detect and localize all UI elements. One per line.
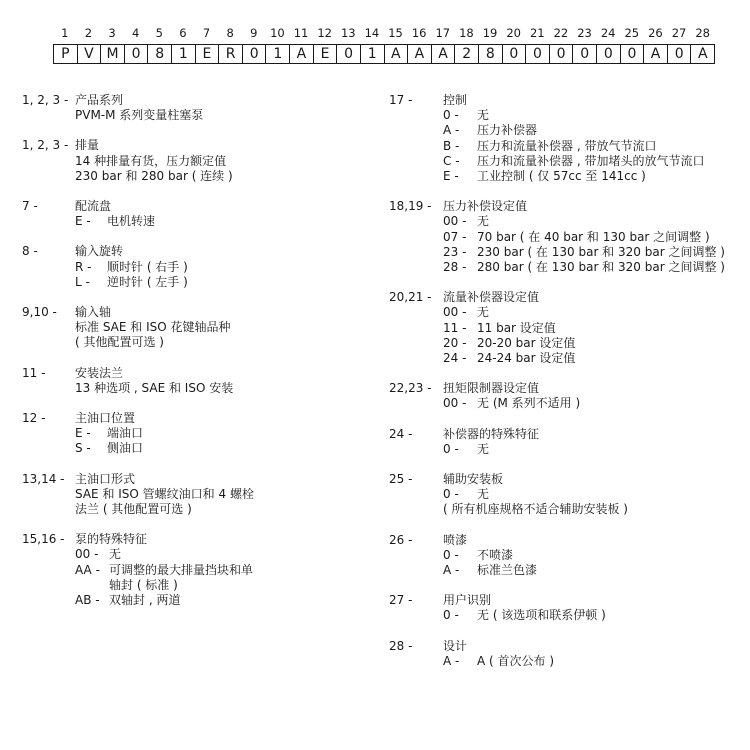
section-input-rotation bbox=[22, 244, 362, 290]
section-design bbox=[389, 639, 734, 669]
option-item bbox=[443, 442, 734, 457]
code-cell: 2 bbox=[455, 45, 479, 63]
option-desc: 20-20 bar 设定值 bbox=[477, 335, 576, 350]
position-number: 19 bbox=[482, 26, 498, 40]
option-code bbox=[75, 578, 109, 593]
option-item bbox=[443, 563, 734, 578]
option-item bbox=[443, 336, 734, 351]
position-label: 17 - bbox=[389, 93, 413, 107]
position-label: 9,10 - bbox=[22, 305, 57, 320]
option-code: C - bbox=[443, 153, 460, 168]
option-code: 07 - bbox=[443, 229, 467, 244]
option-code: E - bbox=[443, 169, 459, 184]
option-desc: 无 (M 系列不适用 ) bbox=[477, 396, 581, 411]
position-label: 24 - bbox=[389, 426, 413, 441]
position-label: 25 - bbox=[389, 472, 413, 487]
code-cell: E bbox=[314, 45, 338, 63]
section-text: 14 种排量有货，压力额定值 bbox=[75, 153, 227, 168]
section-text: ( 其他配置可选 ) bbox=[75, 335, 164, 350]
position-number: 18 bbox=[459, 26, 474, 40]
option-desc: 顺时针 ( 右手 ) bbox=[107, 259, 188, 274]
position-label: 18,19 - bbox=[389, 199, 432, 214]
option-desc: 轴封 ( 标准 ) bbox=[109, 577, 178, 592]
position-number: 17 bbox=[435, 26, 451, 40]
position-label: 22,23 - bbox=[389, 381, 432, 396]
position-number: 10 bbox=[270, 26, 285, 40]
option-item bbox=[443, 245, 734, 260]
code-cell: 0 bbox=[550, 45, 574, 63]
code-cell: 0 bbox=[243, 45, 267, 63]
option-desc: 24-24 bar 设定值 bbox=[477, 351, 576, 366]
option-desc: 电机转速 bbox=[107, 214, 156, 229]
option-item bbox=[75, 214, 362, 229]
option-item bbox=[443, 260, 734, 275]
section-input-shaft bbox=[22, 305, 362, 351]
section-text: 230 bar 和 280 bar ( 连续 ) bbox=[75, 168, 233, 183]
option-item bbox=[75, 547, 362, 562]
right-column bbox=[389, 93, 734, 684]
position-number: 9 bbox=[250, 26, 258, 40]
section-product-series bbox=[22, 93, 362, 123]
option-desc: 230 bar ( 在 130 bar 和 320 bar 之间调整 ) bbox=[477, 244, 725, 259]
option-item bbox=[75, 563, 362, 578]
position-number: 21 bbox=[529, 26, 545, 40]
code-cell: A bbox=[385, 45, 409, 63]
section-title: 补偿器的特殊特征 bbox=[443, 426, 540, 441]
option-item bbox=[443, 305, 734, 320]
option-desc: 双轴封 , 两道 bbox=[109, 593, 181, 608]
option-desc: 无 bbox=[109, 547, 122, 562]
option-code: R - bbox=[75, 259, 92, 274]
model-code-boxes bbox=[53, 44, 715, 64]
position-number: 5 bbox=[155, 26, 163, 40]
section-title: 压力补偿设定值 bbox=[443, 199, 528, 214]
code-cell: V bbox=[78, 45, 102, 63]
option-code: L - bbox=[75, 274, 90, 289]
option-desc: 无 bbox=[477, 441, 490, 456]
option-code: A - bbox=[443, 563, 460, 578]
option-desc: 压力和流量补偿器 , 带放气节流口 bbox=[477, 138, 657, 153]
section-title: 喷漆 bbox=[443, 532, 468, 547]
position-number: 24 bbox=[600, 26, 616, 40]
section-main-port-type bbox=[22, 472, 362, 518]
position-label: 11 - bbox=[22, 365, 46, 380]
option-item bbox=[443, 169, 734, 184]
option-item bbox=[75, 593, 362, 608]
option-desc: 11 bar 设定值 bbox=[477, 320, 556, 335]
section-mounting-flange bbox=[22, 366, 362, 396]
section-text: ( 所有机座规格不适合辅助安装板 ) bbox=[443, 502, 628, 517]
option-desc: 70 bar ( 在 40 bar 和 130 bar 之间调整 ) bbox=[477, 229, 710, 244]
option-desc: 压力和流量补偿器 , 带加堵头的放气节流口 bbox=[477, 153, 705, 168]
position-number: 28 bbox=[695, 26, 710, 40]
position-label: 12 - bbox=[22, 411, 46, 426]
position-number: 4 bbox=[132, 26, 140, 40]
option-code: E - bbox=[75, 426, 91, 441]
option-code: 0 - bbox=[443, 441, 459, 456]
position-number-row bbox=[53, 26, 715, 40]
position-number: 25 bbox=[624, 26, 640, 40]
section-title: 控制 bbox=[443, 93, 468, 107]
section-title: 用户识别 bbox=[443, 593, 492, 608]
option-code: 0 - bbox=[443, 608, 459, 623]
section-title: 输入轴 bbox=[75, 305, 112, 320]
option-item bbox=[443, 321, 734, 336]
position-number: 3 bbox=[108, 26, 116, 40]
option-item bbox=[443, 214, 734, 229]
section-text: 标准 SAE 和 ISO 花键轴品种 bbox=[75, 320, 231, 335]
code-cell: P bbox=[54, 45, 78, 63]
option-item bbox=[75, 426, 362, 441]
option-desc: 侧油口 bbox=[107, 441, 144, 456]
section-title: 流量补偿器设定值 bbox=[443, 290, 540, 305]
option-item bbox=[75, 441, 362, 456]
section-title: 辅助安装板 bbox=[443, 472, 504, 487]
section-comp-special-features bbox=[389, 427, 734, 457]
code-cell: 0 bbox=[503, 45, 527, 63]
code-cell: 0 bbox=[621, 45, 645, 63]
code-cell: M bbox=[101, 45, 125, 63]
option-code: 23 - bbox=[443, 244, 467, 259]
position-label: 20,21 - bbox=[389, 290, 432, 305]
option-code: AB - bbox=[75, 593, 100, 608]
code-cell: A bbox=[290, 45, 314, 63]
option-desc: A ( 首次公布 ) bbox=[477, 653, 555, 668]
section-title: 输入旋转 bbox=[75, 244, 124, 259]
option-item bbox=[443, 548, 734, 563]
option-desc: 可调整的最大排量挡块和单 bbox=[109, 562, 254, 577]
section-title: 泵的特殊特征 bbox=[75, 532, 148, 547]
option-item bbox=[443, 487, 734, 502]
code-cell: 1 bbox=[361, 45, 385, 63]
code-cell: R bbox=[219, 45, 243, 63]
option-desc: 压力补偿器 bbox=[477, 123, 538, 138]
position-number: 1 bbox=[61, 26, 69, 40]
section-title: 主油口形式 bbox=[75, 471, 136, 486]
option-code: A - bbox=[443, 653, 460, 668]
code-cell: A bbox=[432, 45, 456, 63]
position-label: 15,16 - bbox=[22, 532, 65, 547]
code-cell: 0 bbox=[526, 45, 550, 63]
section-title: 配流盘 bbox=[75, 199, 112, 214]
option-code: E - bbox=[75, 214, 91, 229]
code-cell: 8 bbox=[479, 45, 503, 63]
section-title: 主油口位置 bbox=[75, 411, 136, 426]
option-desc: 280 bar ( 在 130 bar 和 320 bar 之间调整 ) bbox=[477, 260, 725, 275]
position-number: 13 bbox=[340, 26, 356, 40]
position-number: 14 bbox=[364, 26, 380, 40]
position-label: 1, 2, 3 - bbox=[22, 93, 69, 107]
option-item bbox=[443, 139, 734, 154]
option-desc: 逆时针 ( 左手 ) bbox=[107, 274, 188, 289]
option-code: 11 - bbox=[443, 320, 467, 335]
position-number: 23 bbox=[577, 26, 592, 40]
section-text: 法兰 ( 其他配置可选 ) bbox=[75, 502, 192, 517]
code-cell: 1 bbox=[266, 45, 290, 63]
section-text: 13 种选项 , SAE 和 ISO 安装 bbox=[75, 380, 234, 395]
position-number: 11 bbox=[293, 26, 309, 40]
section-text: PVM-M 系列变量柱塞泵 bbox=[75, 108, 204, 123]
section-control bbox=[389, 93, 734, 184]
option-code: A - bbox=[443, 123, 460, 138]
option-item bbox=[443, 108, 734, 123]
position-number: 27 bbox=[671, 26, 687, 40]
section-title: 设计 bbox=[443, 638, 468, 653]
option-code: 24 - bbox=[443, 351, 467, 366]
position-label: 8 - bbox=[22, 244, 38, 259]
position-label: 26 - bbox=[389, 532, 413, 547]
code-cell: 0 bbox=[337, 45, 361, 63]
option-code: 20 - bbox=[443, 335, 467, 350]
option-desc: 工业控制 ( 仅 57cc 至 141cc ) bbox=[477, 169, 646, 184]
section-title: 排量 bbox=[75, 138, 100, 153]
left-column bbox=[22, 93, 362, 623]
position-number: 15 bbox=[388, 26, 403, 40]
position-number: 22 bbox=[553, 26, 569, 40]
option-code: 00 - bbox=[75, 547, 99, 562]
section-pressure-comp-setting bbox=[389, 199, 734, 275]
position-number: 2 bbox=[84, 26, 93, 40]
section-paint bbox=[389, 533, 734, 579]
option-code: 0 - bbox=[443, 547, 459, 562]
option-desc: 标准兰色漆 bbox=[477, 563, 538, 578]
option-item bbox=[75, 260, 362, 275]
option-item bbox=[75, 275, 362, 290]
option-item bbox=[75, 578, 362, 593]
code-cell: A bbox=[408, 45, 432, 63]
section-pump-special-features bbox=[22, 532, 362, 608]
position-number: 8 bbox=[226, 26, 234, 40]
option-desc: 无 bbox=[477, 305, 490, 320]
option-desc: 无 bbox=[477, 214, 490, 229]
option-item bbox=[443, 230, 734, 245]
option-item bbox=[443, 654, 734, 669]
option-item bbox=[443, 351, 734, 366]
option-desc: 无 ( 该选项和联系伊顿 ) bbox=[477, 608, 606, 623]
code-cell: 0 bbox=[573, 45, 597, 63]
section-title: 安装法兰 bbox=[75, 365, 124, 380]
option-code: AA - bbox=[75, 562, 100, 577]
section-torque-limiter bbox=[389, 381, 734, 411]
code-cell: E bbox=[196, 45, 220, 63]
position-label: 7 - bbox=[22, 199, 38, 214]
section-main-port-location bbox=[22, 411, 362, 457]
option-code: 0 - bbox=[443, 108, 459, 123]
option-code: 00 - bbox=[443, 396, 467, 411]
option-item bbox=[443, 608, 734, 623]
option-code: S - bbox=[75, 441, 91, 456]
option-code: 00 - bbox=[443, 214, 467, 229]
position-number: 20 bbox=[506, 26, 521, 40]
option-code: 0 - bbox=[443, 487, 459, 502]
code-cell: 1 bbox=[172, 45, 196, 63]
position-label: 1, 2, 3 - bbox=[22, 138, 69, 153]
option-desc: 无 bbox=[477, 108, 490, 123]
section-title: 扭矩限制器设定值 bbox=[443, 381, 540, 396]
position-number: 12 bbox=[317, 26, 332, 40]
option-desc: 无 bbox=[477, 487, 490, 502]
section-title: 产品系列 bbox=[75, 93, 124, 107]
code-cell: 0 bbox=[597, 45, 621, 63]
position-number: 26 bbox=[648, 26, 663, 40]
section-text: SAE 和 ISO 管螺纹油口和 4 螺栓 bbox=[75, 486, 254, 501]
code-cell: 0 bbox=[125, 45, 149, 63]
option-code: 28 - bbox=[443, 260, 467, 275]
section-port-plate bbox=[22, 199, 362, 229]
section-customer-id bbox=[389, 593, 734, 623]
section-aux-mounting-pad bbox=[389, 472, 734, 518]
position-number: 7 bbox=[202, 26, 211, 40]
position-number: 6 bbox=[179, 26, 187, 40]
code-cell: 0 bbox=[668, 45, 692, 63]
code-cell: A bbox=[697, 46, 708, 62]
code-cell: A bbox=[644, 45, 668, 63]
position-label: 28 - bbox=[389, 638, 413, 653]
option-item bbox=[443, 123, 734, 138]
section-flow-comp-setting bbox=[389, 290, 734, 366]
option-code: B - bbox=[443, 138, 460, 153]
option-desc: 端油口 bbox=[107, 426, 144, 441]
option-desc: 不喷漆 bbox=[477, 547, 514, 562]
position-label: 27 - bbox=[389, 593, 413, 608]
option-item bbox=[443, 154, 734, 169]
section-displacement bbox=[22, 138, 362, 184]
option-item bbox=[443, 396, 734, 411]
code-cell: 8 bbox=[148, 45, 172, 63]
option-code: 00 - bbox=[443, 305, 467, 320]
position-number: 16 bbox=[411, 26, 427, 40]
position-label: 13,14 - bbox=[22, 471, 65, 486]
